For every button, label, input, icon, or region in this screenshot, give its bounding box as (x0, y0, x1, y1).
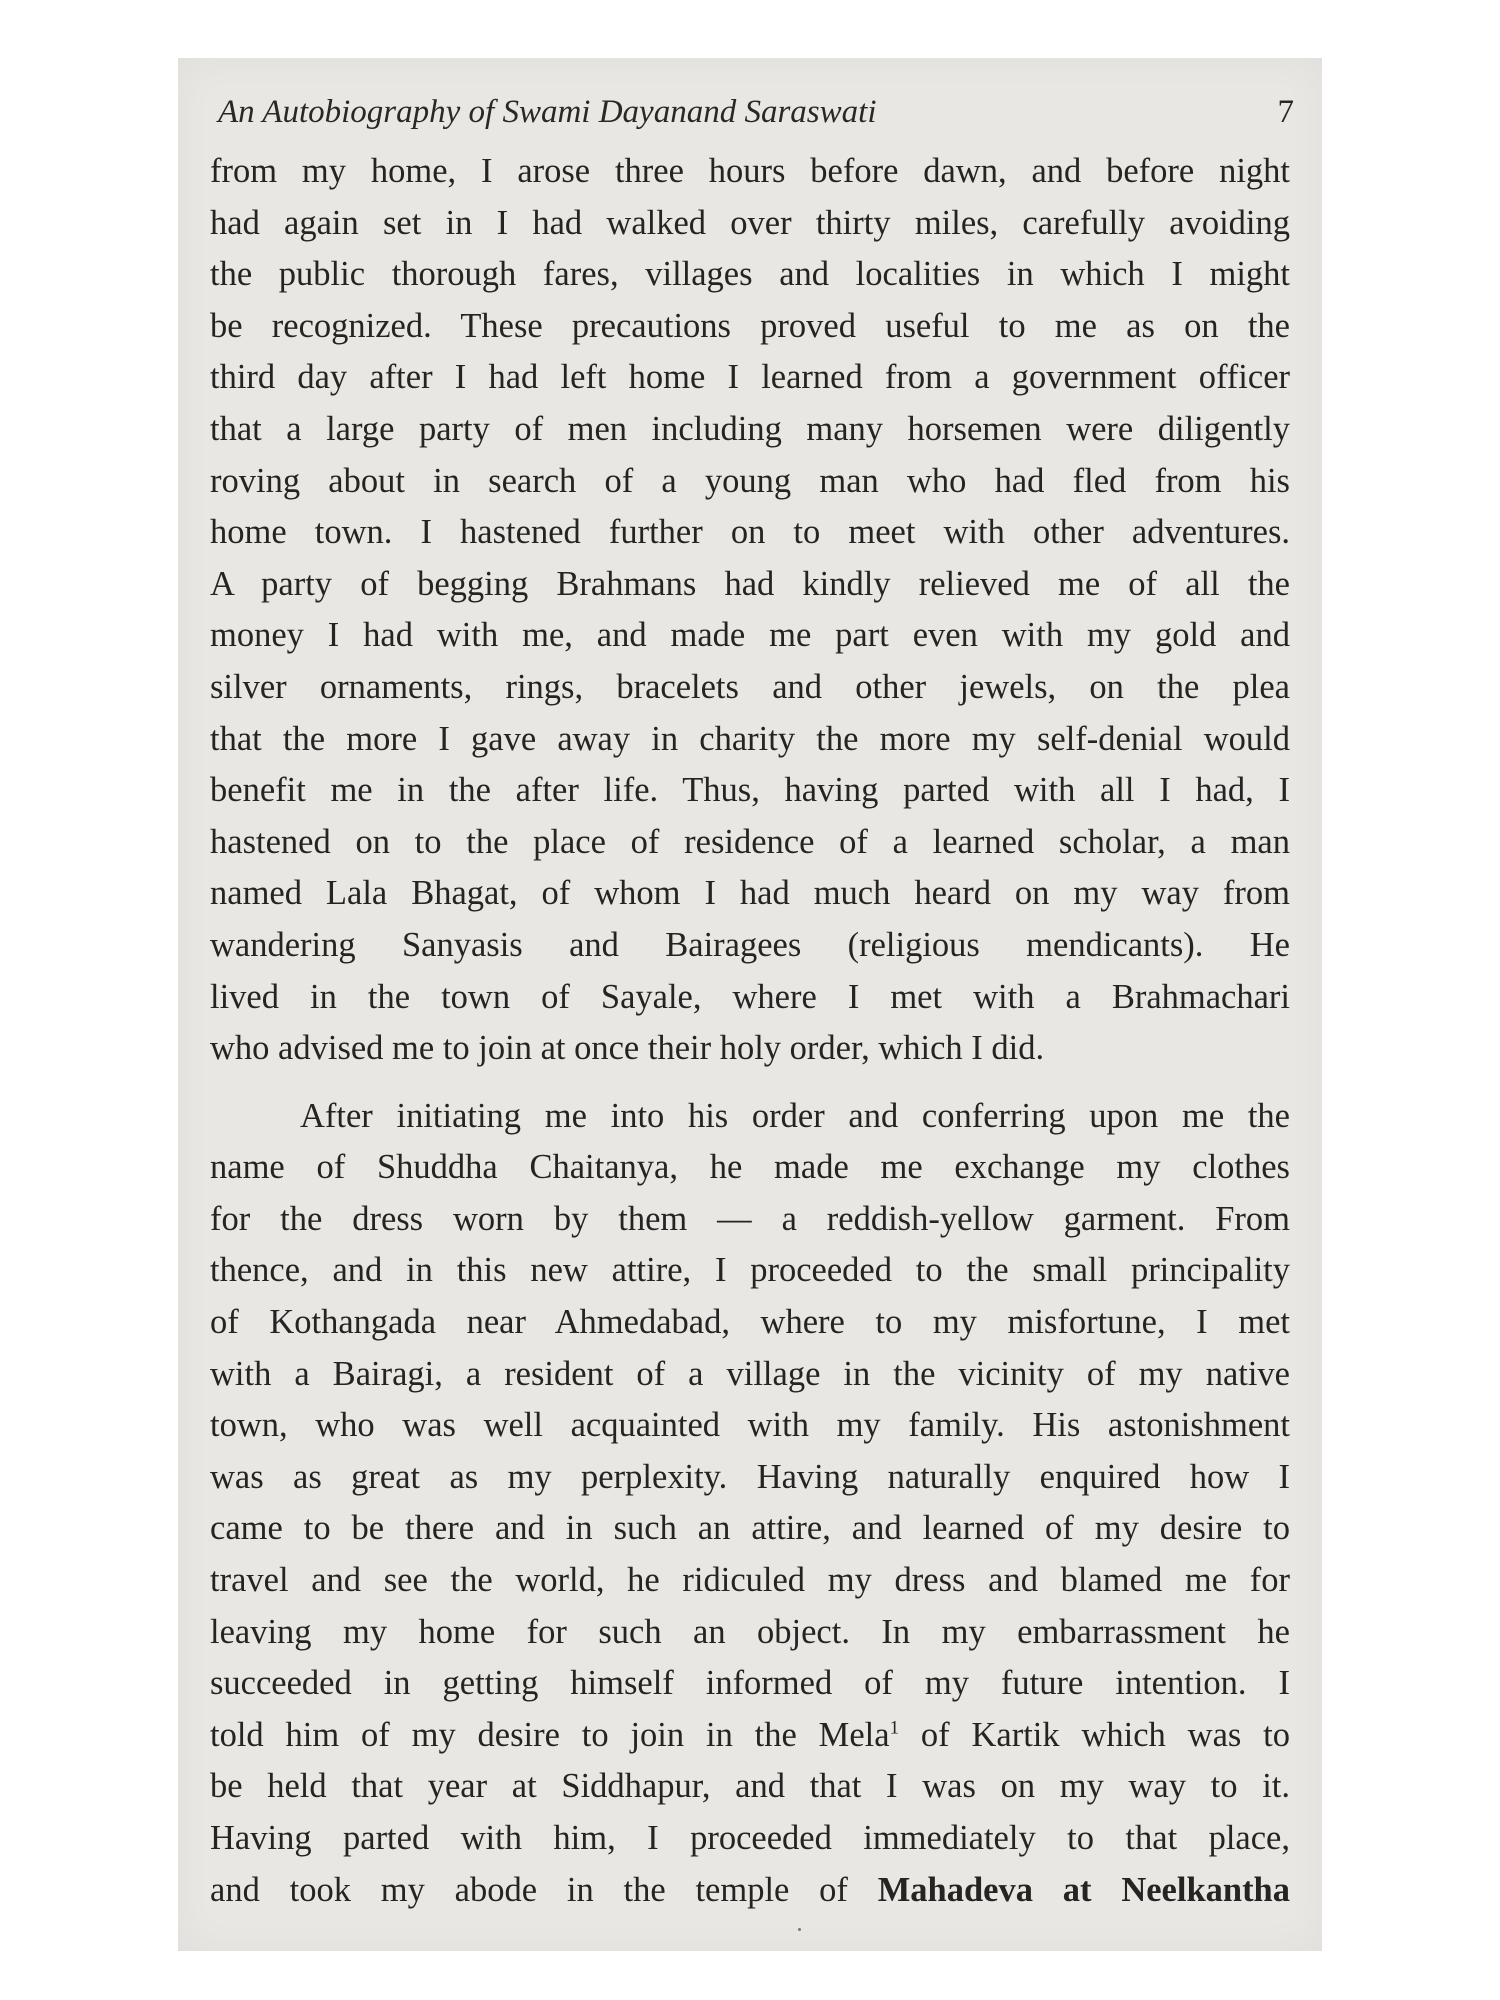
text-line: be recognized. These precautions proved useful to me as on the (210, 306, 1290, 345)
print-speck (798, 1928, 801, 1931)
text-line: for the dress worn by them — a reddish-yellow garment. From (210, 1199, 1290, 1238)
final-line-bold: Mahadeva at Neelkantha (877, 1870, 1290, 1909)
text-line: lived in the town of Sayale, where I met with a Brahmachari (210, 977, 1290, 1016)
text-line: that the more I gave away in charity the more my self-denial would (210, 719, 1290, 758)
text-line: who advised me to join at once their holy order, which I did. (210, 1029, 1045, 1068)
text-line: money I had with me, and made me part even with my gold and (210, 616, 1290, 655)
text-line: wandering Sanyasis and Bairagees (religious mendicants). He (210, 925, 1290, 964)
final-line-regular: and took my abode in the temple of (210, 1870, 878, 1909)
text-line: name of Shuddha Chaitanya, he made me exchange my clothes (210, 1148, 1290, 1187)
running-title: An Autobiography of Swami Dayanand Saraswati (218, 94, 877, 130)
text-line: that a large party of men including many horsemen were diligently (210, 409, 1290, 448)
mela-line-before: told him of my desire to join in the Mela (210, 1715, 890, 1754)
text-line: A party of begging Brahmans had kindly relieved me of all the (210, 564, 1290, 603)
text-line: third day after I had left home I learned from a government officer (210, 358, 1290, 397)
text-line: succeeded in getting himself informed of my future intention. I (210, 1664, 1290, 1703)
text-line: be held that year at Siddhapur, and that I was on my way to it. (210, 1767, 1290, 1806)
text-line: with a Bairagi, a resident of a village in the vicinity of my native (210, 1354, 1290, 1393)
text-line: had again set in I had walked over thirty miles, carefully avoiding (210, 203, 1290, 242)
text-line: from my home, I arose three hours before dawn, and before night (210, 152, 1290, 190)
text-line: silver ornaments, rings, bracelets and other jewels, on the plea (210, 667, 1290, 706)
running-head (218, 94, 1294, 144)
body-text (210, 146, 1290, 1916)
text-line: the public thorough fares, villages and localities in which I might (210, 255, 1290, 294)
text-line: hastened on to the place of residence of a learned scholar, a man (210, 822, 1290, 861)
text-line-with-footnote (210, 1710, 1290, 1762)
mela-line-after: of Kartik which was to (899, 1715, 1290, 1754)
text-line-final (210, 1865, 1290, 1917)
text-line: Having parted with him, I proceeded immediately to that place, (210, 1819, 1290, 1857)
text-line: travel and see the world, he ridiculed my dress and blamed me for (210, 1561, 1290, 1600)
page-number: 7 (1277, 94, 1294, 130)
text-line: named Lala Bhagat, of whom I had much heard on my way from (210, 874, 1290, 913)
paragraph-gap (210, 1075, 1290, 1091)
text-line: thence, and in this new attire, I proceeded to the small principality (210, 1251, 1290, 1290)
text-line: roving about in search of a young man who had fled from his (210, 461, 1290, 500)
text-line: After initiating me into his order and conferring upon me the (300, 1096, 1290, 1135)
text-line: leaving my home for such an object. In my embarrassment he (210, 1612, 1290, 1651)
text-line: of Kothangada near Ahmedabad, where to my misfortune, I met (210, 1303, 1290, 1342)
text-line: benefit me in the after life. Thus, having parted with all I had, I (210, 771, 1290, 810)
book-page (178, 58, 1322, 1951)
footnote-marker: 1 (889, 1717, 900, 1739)
text-line: came to be there and in such an attire, and learned of my desire to (210, 1509, 1290, 1548)
text-line: home town. I hastened further on to meet with other adventures. (210, 513, 1290, 552)
text-line: was as great as my perplexity. Having naturally enquired how I (210, 1457, 1290, 1496)
text-line: town, who was well acquainted with my family. His astonishment (210, 1406, 1290, 1445)
